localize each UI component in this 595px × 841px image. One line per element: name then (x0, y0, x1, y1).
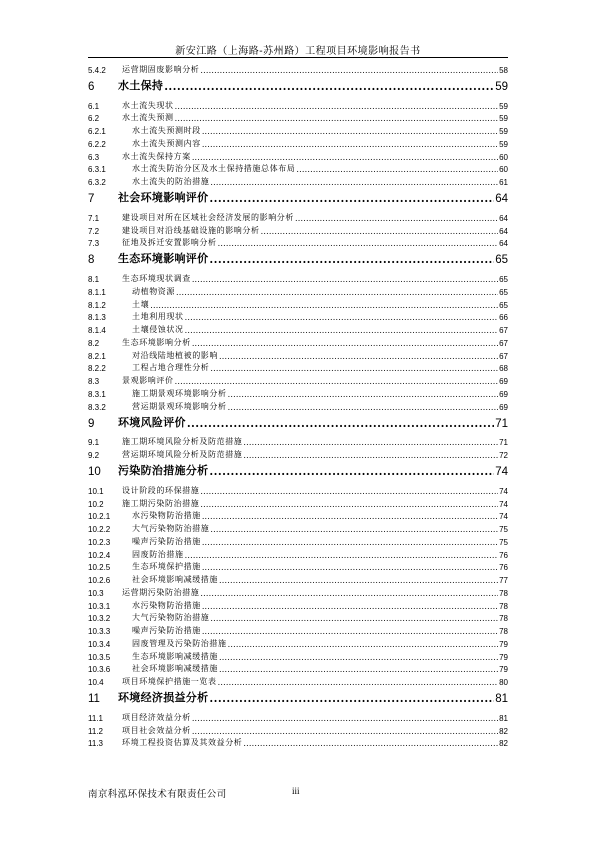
toc-dot-leader (202, 127, 498, 136)
toc-entry[interactable] (88, 373, 508, 386)
toc-dot-leader (192, 727, 498, 736)
toc-entry-title: 土地利用现状 (132, 312, 184, 322)
toc-entry-title: 噪声污染防治措施 (132, 626, 201, 635)
toc-entry-number: 10.2.2 (88, 525, 111, 534)
toc-dot-leader (243, 451, 498, 460)
toc-entry[interactable] (88, 572, 508, 585)
toc-entry-title: 社会环境影响减缓措施 (132, 664, 218, 674)
toc-entry-title: 水土流失预测时段 (132, 126, 201, 135)
toc-entry-title: 施工期污染防治措施 (122, 498, 200, 508)
toc-dot-leader (219, 665, 498, 674)
toc-entry-title: 水土流失防治分区及水土保持措施总体布局 (132, 164, 296, 174)
toc-dot-leader (175, 114, 498, 123)
toc-dot-leader (202, 538, 498, 547)
toc-entry[interactable] (88, 297, 508, 310)
toc-entry[interactable] (88, 174, 508, 187)
toc-entry-page: 61 (499, 178, 508, 187)
toc-entry-page: 81 (499, 713, 508, 723)
toc-entry-number: 10.3.4 (88, 639, 111, 649)
toc-entry-page: 79 (499, 665, 508, 675)
toc-entry-title: 水土流失预测 (122, 113, 174, 123)
toc-entry-page: 64 (499, 239, 508, 249)
toc-entry-title: 社会环境影响评价 (118, 191, 209, 204)
toc-entry[interactable] (88, 723, 508, 736)
toc-entry-page: 78 (499, 588, 508, 598)
toc-entry-title: 水土保持 (118, 78, 164, 92)
toc-entry-number: 8.2 (88, 338, 100, 348)
toc-dot-leader (192, 714, 498, 723)
toc-entry-title: 污染防治措施分析 (118, 464, 209, 477)
toc-entry-page: 71 (495, 417, 508, 430)
toc-entry-number: 8.3.2 (88, 402, 106, 412)
toc-entry-title: 生态环境影响减缓措施 (132, 651, 218, 661)
toc-dot-leader (228, 390, 498, 399)
toc-entry-number: 8.2.2 (88, 364, 106, 374)
toc-dot-leader (243, 438, 498, 447)
footer-company: 南京科泓环保技术有限责任公司 (88, 789, 227, 800)
toc-entry[interactable] (88, 636, 508, 649)
toc-entry-number: 10.2.1 (88, 512, 111, 522)
toc-entry-title: 社会环境影响减缓措施 (132, 575, 218, 584)
toc-entry-page: 82 (499, 726, 508, 736)
toc-entry-title: 建设项目对沿线基础设施的影响分析 (122, 225, 260, 235)
toc-entry[interactable] (88, 509, 508, 522)
toc-dot-leader (219, 653, 498, 662)
toc-entry[interactable] (88, 123, 508, 136)
toc-dot-leader (192, 275, 498, 284)
toc-entry-page: 67 (499, 338, 508, 348)
toc-chapter-entry[interactable] (88, 187, 508, 205)
toc-entry-number: 10.3 (88, 588, 104, 598)
toc-entry-number: 8.1.1 (88, 287, 106, 297)
toc-entry-number: 9.1 (88, 438, 100, 448)
toc-entry[interactable] (88, 649, 508, 662)
toc-dot-leader (210, 614, 498, 623)
toc-entry[interactable] (88, 386, 508, 399)
toc-entry[interactable] (88, 335, 508, 348)
toc-entry[interactable] (88, 284, 508, 297)
toc-dot-leader (200, 66, 498, 75)
toc-entry-page: 67 (499, 351, 508, 361)
toc-entry-page: 65 (499, 275, 508, 284)
toc-entry[interactable] (88, 585, 508, 598)
toc-entry-page: 76 (499, 563, 508, 573)
toc-entry-number: 9 (88, 417, 95, 430)
toc-entry-title: 生态环境影响分析 (122, 337, 191, 347)
toc-dot-leader (210, 525, 498, 534)
toc-entry[interactable] (88, 236, 508, 249)
toc-chapter-entry[interactable] (88, 248, 508, 266)
toc-entry-page: 68 (499, 364, 508, 374)
toc-entry-page: 66 (499, 313, 508, 323)
toc-entry-number: 10.3.3 (88, 627, 111, 636)
toc-entry[interactable] (88, 611, 508, 624)
toc-entry-number: 6.2.1 (88, 127, 106, 136)
toc-entry-page: 65 (499, 287, 508, 297)
toc-dot-leader (228, 403, 498, 412)
toc-entry-page: 71 (499, 438, 508, 448)
toc-entry-number: 6 (88, 80, 95, 93)
toc-entry[interactable] (88, 598, 508, 611)
toc-entry-page: 64 (495, 193, 508, 205)
toc-dot-leader (164, 80, 494, 93)
toc-entry-page: 59 (499, 114, 508, 124)
toc-entry-title: 运营期固废影响分析 (122, 64, 200, 74)
toc-entry-number: 10.2.5 (88, 563, 111, 573)
toc-entry-number: 8 (88, 254, 95, 267)
toc-dot-leader (209, 192, 494, 205)
toc-entry-page: 79 (499, 652, 508, 662)
toc-entry-title: 项目经济效益分析 (122, 712, 191, 722)
header-rule (88, 57, 508, 58)
toc-entry-title: 工程占地合理性分析 (132, 363, 210, 373)
toc-entry[interactable] (88, 710, 508, 723)
toc-dot-leader (209, 253, 494, 266)
toc-entry-title: 大气污染物防治措施 (132, 613, 210, 623)
toc-entry-number: 8.1.3 (88, 313, 106, 323)
toc-dot-leader (187, 417, 494, 430)
toc-entry-title: 营运期环境风险分析及防范措施 (122, 450, 243, 459)
toc-dot-leader (210, 364, 498, 373)
toc-entry-number: 11.2 (88, 726, 103, 736)
toc-entry-page: 64 (499, 226, 508, 236)
toc-entry-number: 8.2.1 (88, 351, 106, 361)
toc-entry[interactable] (88, 662, 508, 675)
toc-dot-leader (185, 313, 498, 322)
toc-entry[interactable] (88, 623, 508, 636)
toc-entry-page: 65 (499, 300, 508, 310)
toc-entry-title: 对沿线陆地植被的影响 (132, 350, 218, 360)
toc-entry-number: 6.3 (88, 152, 100, 162)
toc-entry-title: 土壤侵蚀状况 (132, 325, 184, 334)
toc-entry[interactable] (88, 149, 508, 162)
toc-entry-page: 75 (499, 525, 508, 534)
toc-entry-title: 生态环境现状调查 (122, 274, 191, 283)
toc-entry-page: 59 (495, 80, 508, 93)
toc-dot-leader (185, 326, 498, 335)
toc-entry-title: 水土流失预测内容 (132, 138, 201, 148)
toc-entry-page: 58 (499, 65, 508, 75)
toc-entry-page: 69 (499, 389, 508, 399)
toc-dot-leader (202, 512, 498, 521)
toc-entry-page: 78 (499, 614, 508, 624)
toc-entry-title: 水污染物防治措施 (132, 600, 201, 610)
toc-entry-number: 6.3.2 (88, 178, 106, 187)
toc-dot-leader (261, 227, 498, 236)
toc-entry[interactable] (88, 447, 508, 460)
toc-dot-leader (176, 288, 498, 297)
toc-entry[interactable] (88, 483, 508, 496)
toc-dot-leader (228, 640, 498, 649)
toc-entry-number: 10.3.5 (88, 652, 111, 662)
toc-entry-page: 79 (499, 639, 508, 649)
toc-entry[interactable] (88, 136, 508, 149)
toc-dot-leader (209, 692, 494, 705)
toc-entry[interactable] (88, 547, 508, 560)
toc-entry-page: 74 (499, 499, 508, 509)
toc-entry-number: 10.3.1 (88, 601, 111, 611)
toc-entry-number: 6.3.1 (88, 165, 106, 175)
toc-entry-page: 80 (499, 678, 508, 687)
toc-dot-leader (202, 602, 498, 611)
toc-entry-number: 9.2 (88, 451, 100, 460)
toc-entry[interactable] (88, 521, 508, 534)
toc-dot-leader (296, 165, 498, 174)
toc-entry-number: 10.3.6 (88, 665, 111, 675)
toc-entry[interactable] (88, 310, 508, 323)
toc-entry-title: 生态环境保护措施 (132, 562, 201, 572)
toc-entry-title: 设计阶段的环保措施 (122, 485, 200, 495)
toc-entry[interactable] (88, 736, 508, 749)
toc-dot-leader (218, 239, 498, 248)
toc-dot-leader (295, 214, 498, 223)
toc-entry-title: 施工期环境风险分析及防范措施 (122, 437, 243, 447)
toc-entry-page: 75 (499, 537, 508, 547)
toc-entry-number: 6.2 (88, 114, 100, 124)
toc-dot-leader (209, 465, 494, 478)
toc-entry-number: 10.3.2 (88, 614, 111, 624)
toc-entry[interactable] (88, 674, 508, 687)
toc-entry-title: 环境风险评价 (118, 415, 186, 429)
toc-dot-leader (192, 339, 498, 348)
toc-entry-page: 64 (499, 213, 508, 223)
toc-entry-title: 征地及拆迁安置影响分析 (122, 238, 217, 248)
toc-entry-number: 6.2.2 (88, 139, 106, 149)
toc-entry[interactable] (88, 560, 508, 573)
toc-entry[interactable] (88, 111, 508, 124)
toc-chapter-entry[interactable] (88, 75, 508, 93)
toc-entry-title: 大气污染物防治措施 (132, 524, 210, 533)
toc-entry-title: 景观影响评价 (122, 376, 174, 385)
toc-entry-page: 82 (499, 739, 508, 749)
toc-entry-number: 8.1.2 (88, 300, 106, 310)
toc-entry[interactable] (88, 534, 508, 547)
toc-entry[interactable] (88, 435, 508, 448)
toc-entry-title: 生态环境影响评价 (118, 252, 209, 266)
toc-entry-number: 8.3.1 (88, 389, 106, 399)
toc-dot-leader (200, 500, 498, 509)
toc-entry-number: 5.4.2 (88, 65, 106, 75)
toc-dot-leader (219, 352, 498, 361)
toc-entry-number: 8.3 (88, 377, 100, 386)
toc-entry-number: 10 (88, 466, 101, 478)
toc-dot-leader (202, 563, 498, 572)
toc-dot-leader (202, 627, 498, 636)
toc-entry-page: 76 (499, 550, 508, 560)
toc-entry-number: 10.1 (88, 486, 104, 496)
toc-entry[interactable] (88, 322, 508, 335)
toc-entry-page: 72 (499, 451, 508, 460)
toc-entry-page: 69 (499, 377, 508, 386)
toc-entry[interactable] (88, 162, 508, 175)
toc-entry-number: 7.1 (88, 213, 100, 223)
toc-entry[interactable] (88, 210, 508, 223)
toc-entry-title: 固废管理及污染防治措施 (132, 638, 227, 648)
toc-dot-leader (175, 377, 498, 386)
toc-entry-page: 65 (495, 254, 508, 267)
toc-entry-number: 11 (88, 693, 100, 705)
toc-dot-leader (185, 551, 498, 560)
toc-entry-page: 74 (495, 466, 508, 478)
toc-entry-page: 67 (499, 326, 508, 335)
toc-dot-leader (150, 301, 498, 310)
toc-entry-title: 建设项目对所在区域社会经济发展的影响分析 (122, 212, 294, 222)
toc-entry-number: 10.2.3 (88, 537, 111, 547)
toc-entry-page: 77 (499, 576, 508, 585)
toc-entry-page: 59 (499, 101, 508, 111)
running-header: 新安江路（上海路-苏州路）工程项目环境影响报告书 (175, 46, 421, 57)
toc-entry-page: 59 (499, 127, 508, 136)
toc-entry-number: 8.1 (88, 275, 100, 284)
toc-entry-page: 78 (499, 601, 508, 611)
toc-entry-title: 噪声污染防治措施 (132, 536, 201, 546)
toc-dot-leader (210, 178, 498, 187)
toc-entry[interactable] (88, 348, 508, 361)
toc-chapter-entry[interactable] (88, 687, 508, 705)
toc-entry[interactable] (88, 399, 508, 412)
toc-entry[interactable] (88, 62, 508, 75)
toc-dot-leader (202, 140, 498, 149)
toc-dot-leader (218, 678, 498, 687)
toc-entry-title: 施工期景观环境影响分析 (132, 388, 227, 398)
toc-dot-leader (175, 102, 498, 111)
toc-entry-page: 69 (499, 402, 508, 412)
toc-entry-title: 环境工程投资估算及其效益分析 (122, 738, 243, 748)
toc-entry-page: 59 (499, 139, 508, 149)
toc-entry-title: 水土流失现状 (122, 100, 174, 110)
toc-entry[interactable] (88, 98, 508, 111)
toc-entry-title: 运营期污染防治措施 (122, 587, 200, 597)
toc-entry-page: 78 (499, 627, 508, 636)
toc-entry[interactable] (88, 496, 508, 509)
toc-entry-number: 7.3 (88, 239, 100, 249)
toc-entry-number: 8.1.4 (88, 326, 106, 335)
toc-entry-title: 环境经济损益分析 (118, 691, 209, 704)
toc-entry-title: 动植物资源 (132, 286, 175, 296)
toc-entry-number: 6.1 (88, 101, 100, 111)
toc-entry-number: 11.3 (88, 739, 103, 749)
toc-entry-title: 水污染物防治措施 (132, 511, 201, 521)
toc-entry-number: 11.1 (88, 713, 103, 723)
toc-dot-leader (243, 739, 498, 748)
toc-entry-page: 60 (499, 152, 508, 162)
toc-dot-leader (219, 576, 498, 585)
toc-entry[interactable] (88, 223, 508, 236)
toc-entry[interactable] (88, 361, 508, 374)
footer-page-number: iii (292, 786, 300, 796)
toc-entry-title: 水土流失的防治措施 (132, 177, 210, 186)
toc-entry-number: 7.2 (88, 226, 100, 236)
toc-entry-page: 60 (499, 165, 508, 175)
toc-entry-number: 10.4 (88, 678, 104, 687)
toc-entry-number: 10.2.6 (88, 576, 111, 585)
toc-entry-title: 项目社会效益分析 (122, 725, 191, 735)
toc-chapter-entry[interactable] (88, 460, 508, 478)
table-of-contents (88, 62, 508, 748)
toc-entry-page: 74 (499, 486, 508, 496)
toc-entry-title: 固废防治措施 (132, 549, 184, 559)
toc-chapter-entry[interactable] (88, 412, 508, 430)
toc-dot-leader (200, 487, 498, 496)
toc-entry-title: 水土流失保持方案 (122, 151, 191, 161)
toc-entry-title: 营运期景观环境影响分析 (132, 401, 227, 411)
toc-entry-page: 81 (495, 693, 508, 705)
toc-entry-title: 项目环境保护措施一览表 (122, 677, 217, 686)
toc-dot-leader (192, 153, 498, 162)
toc-entry-title: 土壤 (132, 299, 150, 309)
toc-entry-page: 74 (499, 512, 508, 522)
toc-entry-number: 10.2.4 (88, 550, 111, 560)
toc-entry[interactable] (88, 271, 508, 284)
toc-dot-leader (200, 589, 498, 598)
toc-entry-number: 7 (88, 193, 95, 205)
toc-entry-number: 10.2 (88, 499, 104, 509)
